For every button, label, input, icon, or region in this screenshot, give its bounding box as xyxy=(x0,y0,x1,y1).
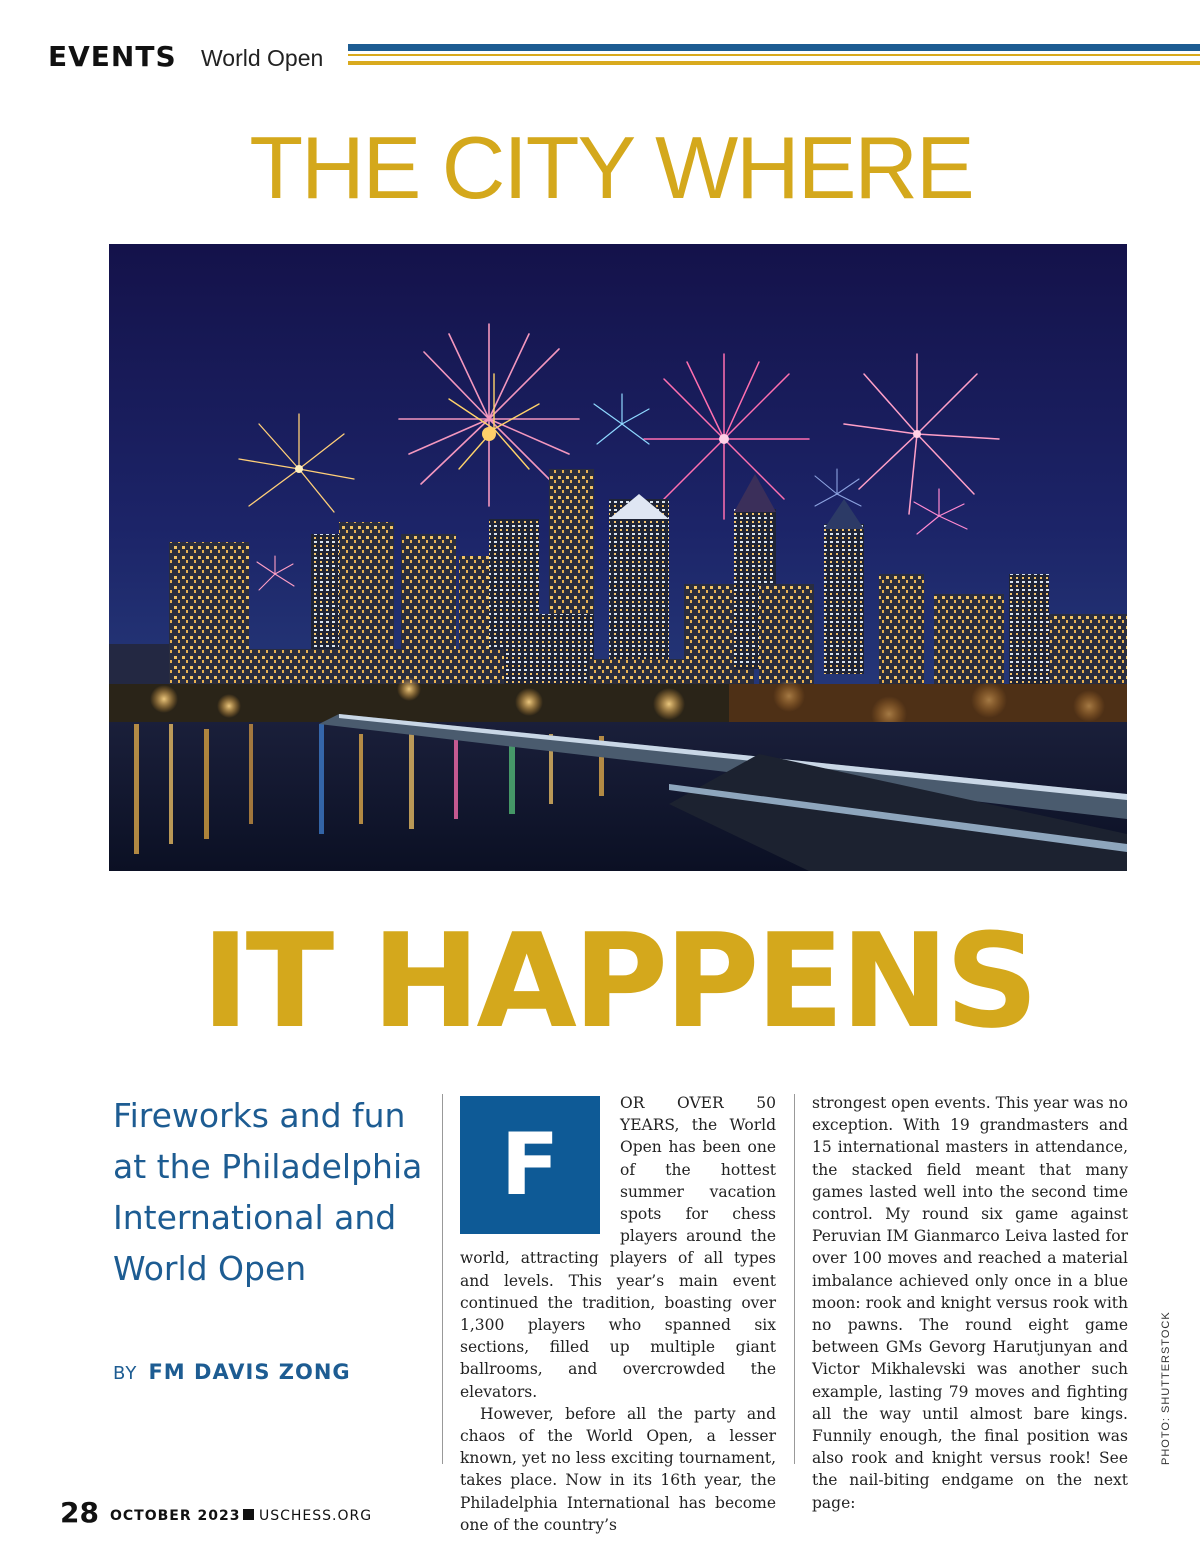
separator-square-icon xyxy=(243,1509,254,1520)
headline-bottom: IT HAPPENS xyxy=(201,905,1035,1057)
article-paragraph-2-cont: strongest open events. This year was no exception. With 19 grandmasters and 15 international masters in attendance, the stacked field meant that many games lasted well into the second time control. My round six game against Peruvian IM Gianmarco Leiva lasted for over 100 moves and reached a material imbalance achieved only once in a blue moon: rook and knight versus rook with no pawns. The round eight game between GMs Gevorg Harutjunyan and Victor Mikhalevski was another such example, lasting 79 moves and fighting all the way until almost bare kings. Funnily enough, the final position was also rook and knight versus rook! See the nail-biting endgame on the next page: xyxy=(812,1094,1128,1512)
author-name: FM DAVIS ZONG xyxy=(148,1360,351,1384)
headline-top: THE CITY WHERE xyxy=(249,118,973,217)
drop-cap: F xyxy=(460,1096,600,1234)
header-rule-blue xyxy=(348,44,1200,51)
article-deck: Fireworks and fun at the Philadelphia International and World Open xyxy=(113,1096,423,1288)
article-column-1 xyxy=(460,1092,776,1536)
column-divider xyxy=(442,1094,443,1464)
issue-date: OCTOBER 2023 xyxy=(110,1508,241,1524)
skyline-fireworks-photo xyxy=(109,244,1127,871)
header-rule-gold-thin xyxy=(348,54,1200,56)
byline xyxy=(113,1360,351,1384)
column-divider xyxy=(794,1094,795,1464)
photo-credit: PHOTO: SHUTTERSTOCK xyxy=(1160,1311,1172,1465)
page-number: 28 xyxy=(60,1496,99,1529)
article-paragraph-1: OR OVER 50 YEARS, the World Open has been one of the hottest summer vacation spots for chess players around the world, attracting players of all types and levels. This year’s main event continued the tradition, boasting over 1,300 players who spanned six sections, filled up multiple giant ballrooms, and overcrowded the elevators. xyxy=(460,1094,776,1401)
photo-illustration xyxy=(109,244,1127,871)
website-url: USCHESS.ORG xyxy=(259,1508,373,1524)
subsection-label: World Open xyxy=(201,45,324,71)
article-paragraph-2-start: However, before all the party and chaos of the World Open, a lesser known, yet no less exciting tournament, takes place. Now in its 16th year, the Philadelphia International has become one of the country’s xyxy=(460,1404,776,1534)
byline-label: BY xyxy=(113,1363,138,1384)
section-label: EVENTS xyxy=(48,40,177,73)
article-column-2 xyxy=(812,1092,1128,1514)
header-rule-gold xyxy=(348,61,1200,65)
page-header xyxy=(48,40,1200,76)
